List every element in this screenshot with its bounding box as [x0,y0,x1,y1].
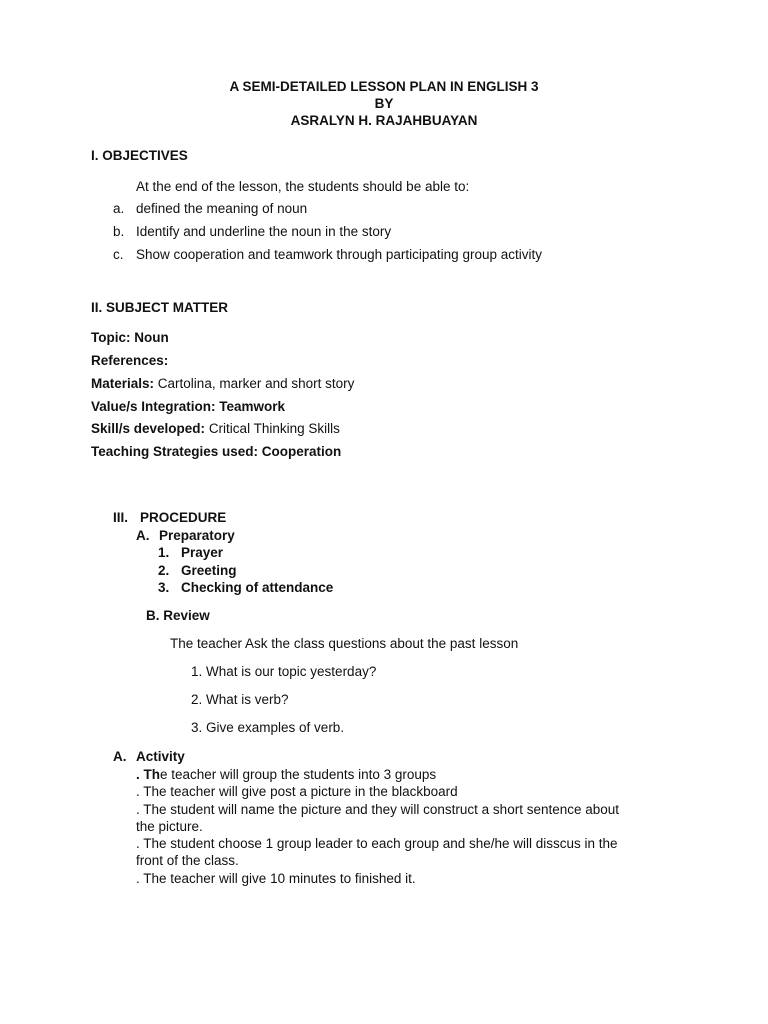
activity-heading: Activity [136,749,185,764]
skills-line [91,422,340,436]
skills-value: Critical Thinking Skills [208,421,340,436]
preparatory-marker-1: 1. [158,545,170,560]
document-title-line-2: BY [374,96,394,111]
skills-label: Skill/s developed: [91,421,206,436]
objectives-heading: I. OBJECTIVES [91,148,188,163]
references-line: References: [91,353,169,368]
review-question-2: 2. What is verb? [191,692,289,707]
procedure-heading: PROCEDURE [140,510,227,525]
objective-marker-a: a. [113,201,125,216]
activity-line-1-rest: e teacher will group the students into 3 groups [160,767,437,782]
objectives-intro: At the end of the lesson, the students should be able to: [136,179,470,194]
review-question-3: 3. Give examples of verb. [191,720,345,735]
preparatory-item-prayer: Prayer [181,545,224,560]
activity-line-2: . The teacher will give post a picture in the blackboard [136,784,458,799]
preparatory-marker: A. [136,528,150,543]
objective-a: defined the meaning of noun [136,201,308,216]
preparatory-item-greeting: Greeting [181,563,237,578]
review-question-1: 1. What is our topic yesterday? [191,664,377,679]
subject-matter-heading: II. SUBJECT MATTER [91,300,229,315]
document-author: ASRALYN H. RAJAHBUAYAN [290,113,478,128]
teaching-strategies-line: Teaching Strategies used: Cooperation [91,444,342,459]
objective-marker-c: c. [113,247,124,262]
values-integration-line: Value/s Integration: Teamwork [91,399,286,414]
activity-line-1-bold: . Th [136,767,160,782]
activity-marker: A. [113,749,127,764]
activity-line-5: . The student choose 1 group leader to each group and she/he will disscus in the [136,836,618,851]
materials-line [91,377,354,391]
preparatory-item-attendance: Checking of attendance [181,580,334,595]
materials-value: Cartolina, marker and short story [157,376,355,391]
objective-marker-b: b. [113,224,125,239]
materials-label: Materials: [91,376,155,391]
preparatory-marker-3: 3. [158,580,170,595]
activity-line-7: . The teacher will give 10 minutes to finished it. [136,871,416,886]
objective-c: Show cooperation and teamwork through participating group activity [136,247,542,262]
document-title-line-1: A SEMI-DETAILED LESSON PLAN IN ENGLISH 3 [229,79,539,94]
procedure-heading-number: III. [113,510,129,525]
activity-line-6: front of the class. [136,853,239,868]
preparatory-marker-2: 2. [158,563,170,578]
review-heading: B. Review [146,608,210,623]
preparatory-heading: Preparatory [159,528,235,543]
topic-line: Topic: Noun [91,330,169,345]
activity-line-3: . The student will name the picture and they will construct a short sentence about [136,802,620,817]
review-intro: The teacher Ask the class questions about the past lesson [170,636,519,651]
activity-line-1 [136,768,436,782]
objective-b: Identify and underline the noun in the story [136,224,392,239]
activity-line-4: the picture. [136,819,203,834]
